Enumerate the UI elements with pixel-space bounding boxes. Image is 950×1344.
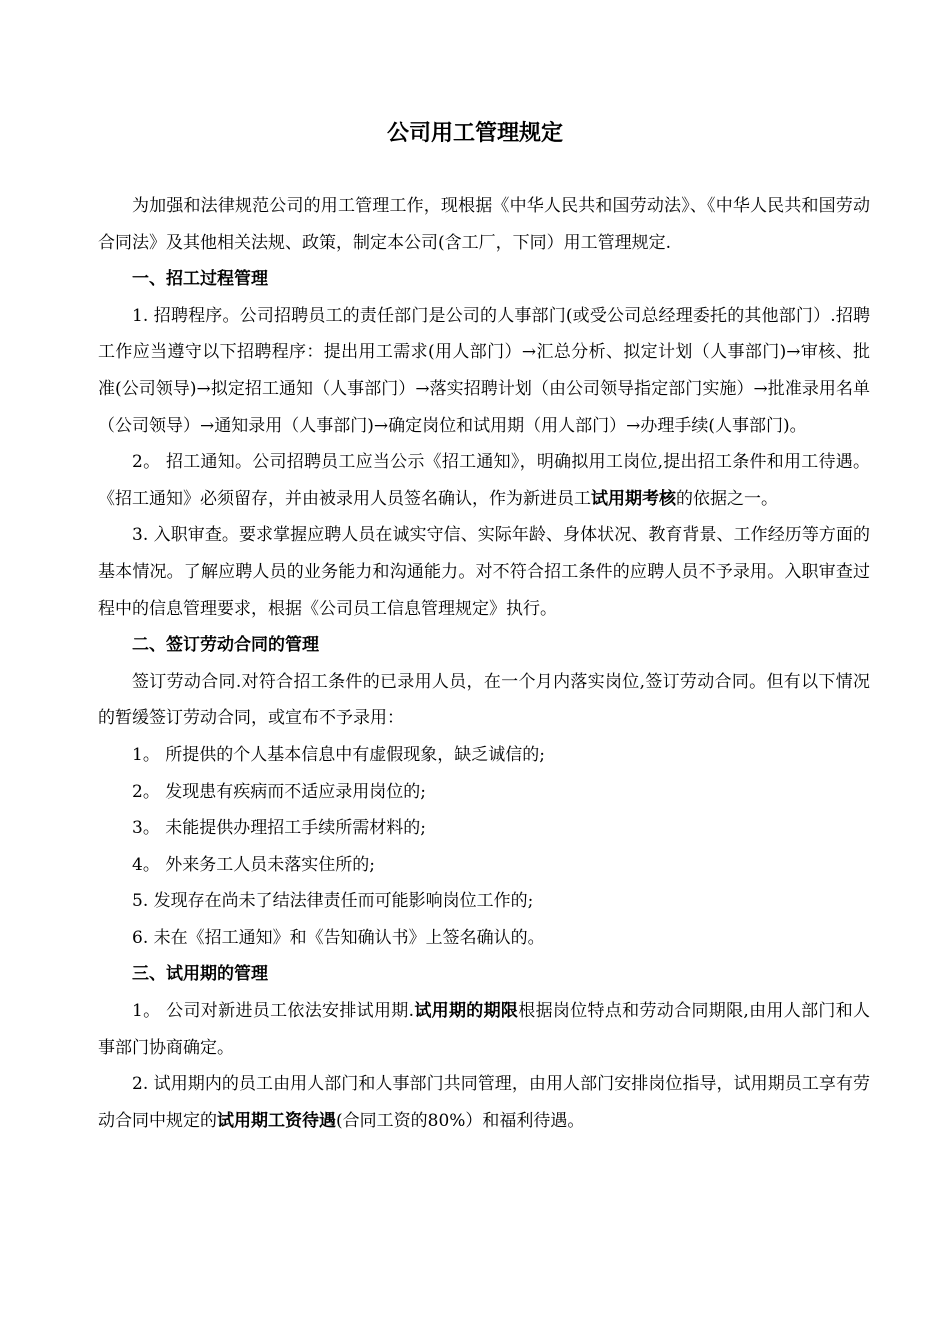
list-item: 2。 发现患有疾病而不适应录用岗位的; (132, 781, 426, 802)
text-run: 1。 公司对新进员工依法安排试用期. (132, 1001, 415, 1022)
text-run: 的依据之一。 (676, 488, 778, 509)
section-1-paragraph-3: 3. 入职审查。要求掌握应聘人员在诚实守信、实际年龄、身体状况、教育背景、工作经历等方面的基本情况。了解应聘人员的业务能力和沟通能力。对不符合招工条件的应聘人员不予录用。入职审查过程中的信息管理要求，根据《公司员工信息管理规定》执行。 (98, 525, 870, 619)
text-run: 2。 招工通知。公司招聘员工应当公示《招工通知》，明确拟用工岗位,提出招工条件和用工待遇。《招工通知》必须留存，并由被录用人员签名确认，作为新进员工 (98, 452, 870, 509)
document-title: 公司用工管理规定 (386, 121, 563, 146)
text-run: 2. 试用期内的员工由用人部门和人事部门共同管理，由用人部门安排岗位指导，试用期员工享有劳动合同中规定的 (98, 1074, 870, 1131)
list-item: 3。 未能提供办理招工手续所需材料的; (132, 818, 426, 839)
list-item: 1。 所提供的个人基本信息中有虚假现象，缺乏诚信的; (132, 744, 545, 765)
section-3-heading: 三、试用期的管理 (132, 964, 268, 985)
text-run: (合同工资的80%）和福利待遇。 (336, 1110, 585, 1131)
section-3-paragraph-1 (98, 993, 870, 1066)
bold-term: 试用期工资待遇 (217, 1110, 336, 1131)
section-3-paragraph-2 (98, 1066, 870, 1139)
section-2-heading: 二、签订劳动合同的管理 (132, 635, 319, 656)
text-run: 根据岗位特点和劳动合同期限,由用人部门和人事部门协商确定。 (98, 1001, 871, 1058)
intro-paragraph: 为加强和法律规范公司的用工管理工作，现根据《中华人民共和国劳动法》、《中华人民共和国劳动合同法》及其他相关法规、政策，制定本公司(含工厂，下同）用工管理规定. (98, 196, 870, 253)
section-1-paragraph-2 (98, 444, 870, 517)
section-2-paragraph-1: 签订劳动合同.对符合招工条件的已录用人员，在一个月内落实岗位,签订劳动合同。但有以下情况的暂缓签订劳动合同，或宣布不予录用： (98, 671, 870, 729)
bold-term: 试用期的期限 (414, 1001, 519, 1022)
document-body (98, 188, 870, 1139)
list-item: 5. 发现存在尚未了结法律责任而可能影响岗位工作的; (132, 891, 534, 912)
section-1-paragraph-1: 1. 招聘程序。公司招聘员工的责任部门是公司的人事部门(或受公司总经理委托的其他部门）.招聘工作应当遵守以下招聘程序：提出用工需求(用人部门）→汇总分析、拟定计划（人事部门)→审核、批准(公司领导)→拟定招工通知（人事部门）→落实招聘计划（由公司领导指定部门实施）→批准录用名单（公司领导）→通知录用（人事部门)→确定岗位和试用期（用人部门）→办理手续(人事部门)。 (98, 305, 870, 436)
bold-term: 试用期考核 (591, 488, 676, 509)
list-item: 6. 未在《招工通知》和《告知确认书》上签名确认的。 (132, 927, 545, 948)
section-1-heading: 一、招工过程管理 (132, 269, 268, 290)
list-item: 4。 外来务工人员未落实住所的; (132, 854, 375, 875)
